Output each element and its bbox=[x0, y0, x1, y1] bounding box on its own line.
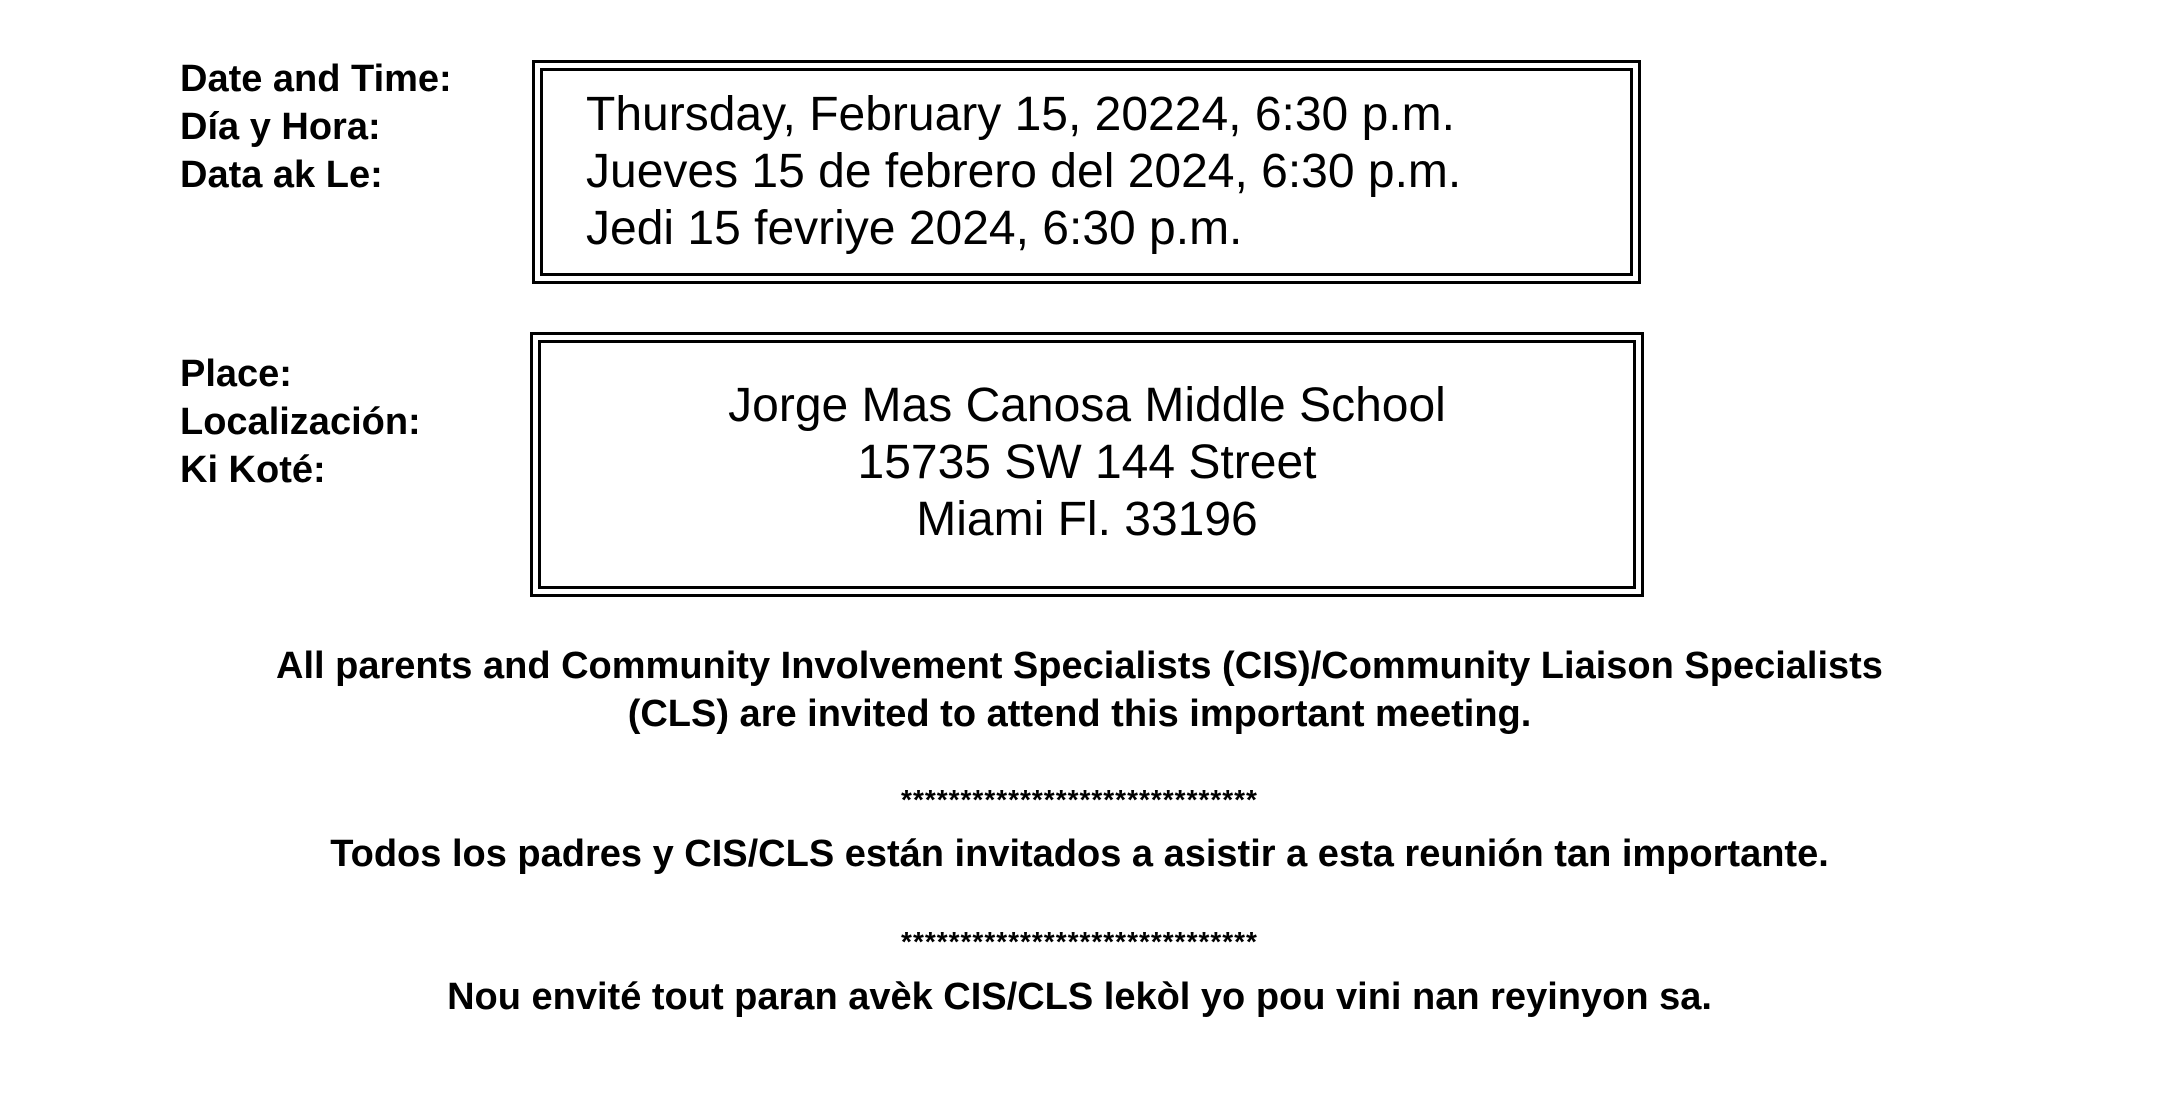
city-state-zip: Miami Fl. 33196 bbox=[916, 493, 1258, 546]
date-time-label-spanish: Día y Hora: bbox=[180, 106, 381, 148]
separator-stars: ****************************** bbox=[901, 784, 1258, 815]
date-time-english: Thursday, February 15, 20224, 6:30 p.m. bbox=[586, 88, 1455, 141]
date-time-label-creole: Data ak Le: bbox=[180, 154, 383, 196]
date-time-spanish: Jueves 15 de febrero del 2024, 6:30 p.m. bbox=[586, 145, 1462, 198]
date-time-box bbox=[532, 60, 1641, 284]
date-time-label-english: Date and Time: bbox=[180, 58, 452, 100]
invitation-spanish: Todos los padres y CIS/CLS están invitados a asistir a esta reunión tan importante. bbox=[330, 833, 1829, 875]
invitation-english-line2: (CLS) are invited to attend this important meeting. bbox=[627, 693, 1532, 735]
date-time-labels bbox=[180, 55, 452, 199]
place-label-spanish: Localización: bbox=[180, 401, 421, 443]
invitation-english bbox=[0, 642, 2159, 738]
place-box bbox=[530, 332, 1644, 597]
separator-stars: ****************************** bbox=[901, 926, 1258, 957]
school-name: Jorge Mas Canosa Middle School bbox=[728, 379, 1446, 432]
invitation-english-line1: All parents and Community Involvement Specialists (CIS)/Community Liaison Specialists bbox=[276, 645, 1883, 687]
street-address: 15735 SW 144 Street bbox=[857, 436, 1317, 489]
place-address bbox=[533, 377, 1641, 548]
place-label-english: Place: bbox=[180, 353, 292, 395]
date-time-creole: Jedi 15 fevriye 2024, 6:30 p.m. bbox=[586, 202, 1243, 255]
place-label-creole: Ki Koté: bbox=[180, 449, 326, 491]
invitation-creole: Nou envité tout paran avèk CIS/CLS lekòl yo pou vini nan reyinyon sa. bbox=[447, 976, 1712, 1018]
date-time-text bbox=[586, 86, 1461, 257]
place-labels bbox=[180, 350, 421, 494]
